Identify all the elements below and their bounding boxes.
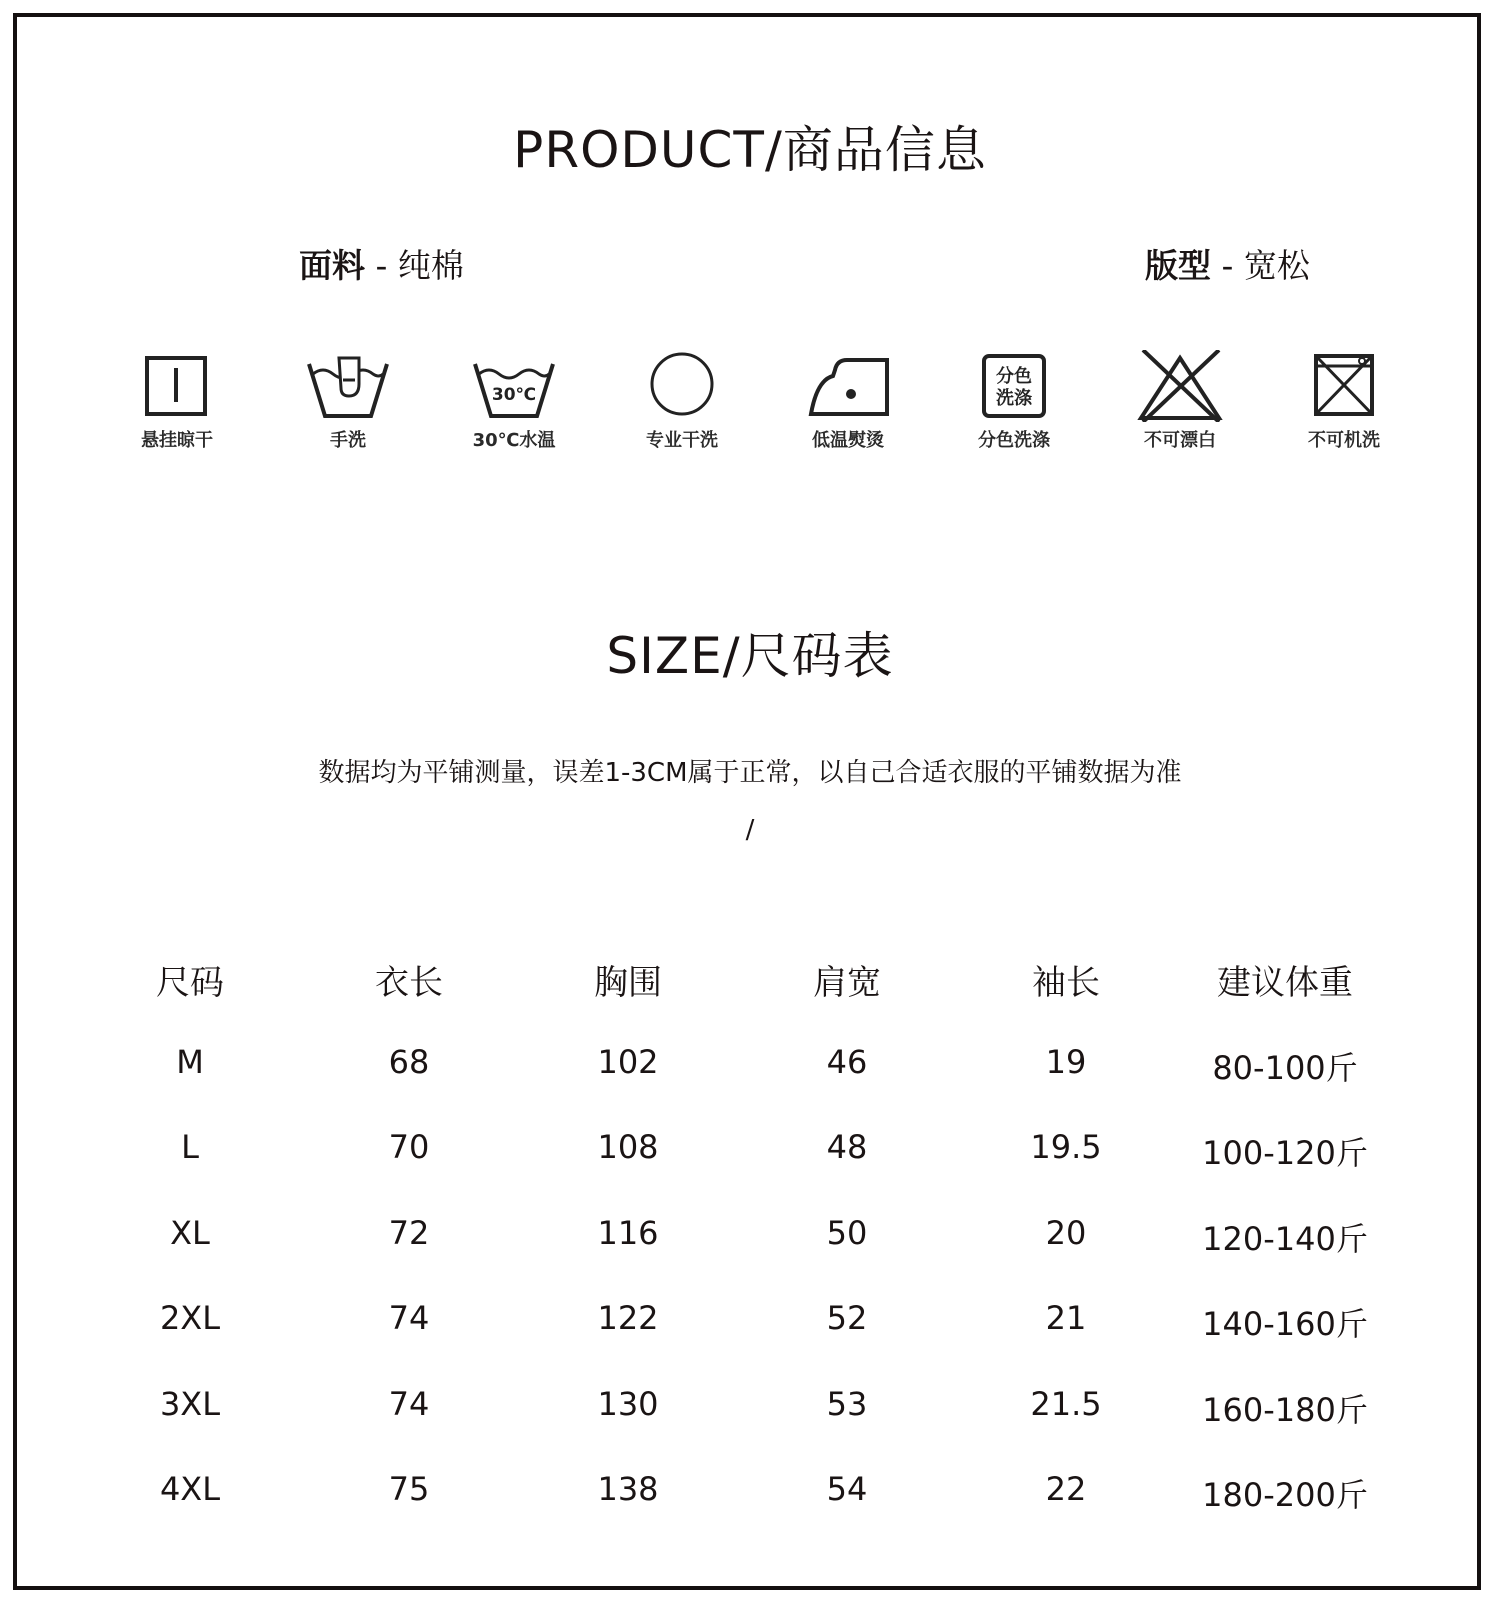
header-shoulder: 肩宽 [813, 963, 881, 1003]
fit-label: 版型 [1145, 246, 1211, 285]
header-weight: 建议体重 [1217, 963, 1353, 1003]
care-item-separate-colors [954, 350, 1074, 452]
care-label: 不可漂白 [1144, 430, 1216, 451]
header-size: 尺码 [156, 963, 224, 1003]
no-machine-wash-icon [1304, 350, 1384, 422]
care-label: 低温熨烫 [812, 430, 884, 451]
cell-length: 72 [388, 1214, 430, 1252]
care-item-wash-30c [454, 350, 574, 452]
care-item-hand-wash [288, 350, 408, 452]
header-sleeve: 袖长 [1032, 963, 1100, 1003]
cell-length: 70 [388, 1128, 430, 1166]
care-item-dry-clean [622, 350, 742, 452]
cell-weight: 80-100斤 [1212, 1049, 1358, 1087]
separate-colors-text-1: 分色 [996, 366, 1032, 387]
no-bleach-icon [1135, 350, 1225, 422]
cell-chest: 102 [597, 1043, 659, 1081]
cell-shoulder: 52 [826, 1299, 868, 1337]
cell-shoulder: 46 [826, 1043, 868, 1081]
cell-chest: 130 [597, 1385, 659, 1423]
fabric-spec [299, 240, 464, 287]
cell-size: L [181, 1128, 199, 1166]
dry-clean-icon [642, 350, 722, 422]
cell-length: 75 [388, 1470, 430, 1508]
cell-sleeve: 19 [1045, 1043, 1087, 1081]
cell-chest: 122 [597, 1299, 659, 1337]
cell-chest: 108 [597, 1128, 659, 1166]
care-item-no-machine-wash [1284, 350, 1404, 452]
size-title: SIZE/尺码表 [606, 627, 894, 685]
product-title: PRODUCT/商品信息 [513, 121, 987, 179]
cell-length: 74 [388, 1385, 430, 1423]
care-label: 分色洗涤 [978, 430, 1050, 451]
wash-temp-text: 30℃ [491, 385, 537, 405]
separate-colors-icon [974, 350, 1054, 422]
care-label: 专业干洗 [646, 430, 718, 451]
care-item-low-iron [788, 350, 908, 452]
header-chest: 胸围 [594, 963, 662, 1003]
care-item-no-bleach [1120, 350, 1240, 452]
cell-size: M [176, 1043, 204, 1081]
fit-separator: - [1221, 246, 1234, 285]
cell-shoulder: 53 [826, 1385, 868, 1423]
care-item-hang-dry [117, 350, 237, 452]
care-label: 不可机洗 [1308, 430, 1380, 451]
cell-size: 4XL [159, 1470, 221, 1508]
cell-chest: 138 [597, 1470, 659, 1508]
cell-chest: 116 [597, 1214, 659, 1252]
cell-size: XL [170, 1214, 210, 1252]
separate-colors-text-2: 洗涤 [996, 388, 1032, 409]
cell-sleeve: 19.5 [1030, 1128, 1102, 1166]
cell-shoulder: 54 [826, 1470, 868, 1508]
cell-length: 74 [388, 1299, 430, 1337]
cell-weight: 180-200斤 [1202, 1476, 1368, 1514]
care-label: 悬挂晾干 [141, 430, 213, 451]
cell-sleeve: 21.5 [1030, 1385, 1102, 1423]
cell-shoulder: 50 [826, 1214, 868, 1252]
fabric-label: 面料 [299, 246, 365, 285]
care-label: 手洗 [330, 430, 366, 451]
hand-wash-icon [303, 350, 393, 422]
fabric-separator: - [375, 246, 388, 285]
fit-spec [1145, 240, 1310, 287]
wash-30c-icon [469, 350, 559, 422]
cell-size: 3XL [159, 1385, 221, 1423]
hang-dry-icon [137, 350, 217, 422]
cell-weight: 100-120斤 [1202, 1134, 1368, 1172]
cell-size: 2XL [159, 1299, 221, 1337]
care-label: 30℃水温 [472, 430, 556, 451]
cell-sleeve: 21 [1045, 1299, 1087, 1337]
low-iron-icon [803, 350, 893, 422]
fit-value: 宽松 [1243, 246, 1310, 285]
cell-shoulder: 48 [826, 1128, 868, 1166]
cell-weight: 160-180斤 [1202, 1391, 1368, 1429]
cell-sleeve: 20 [1045, 1214, 1087, 1252]
cell-weight: 140-160斤 [1202, 1305, 1368, 1343]
measurement-note: 数据均为平铺测量，误差1-3CM属于正常，以自己合适衣服的平铺数据为准 [318, 758, 1182, 788]
cell-weight: 120-140斤 [1202, 1220, 1368, 1258]
cell-length: 68 [388, 1043, 430, 1081]
header-length: 衣长 [375, 963, 443, 1003]
fabric-value: 纯棉 [397, 246, 464, 285]
note-slash: / [745, 815, 755, 845]
cell-sleeve: 22 [1045, 1470, 1087, 1508]
